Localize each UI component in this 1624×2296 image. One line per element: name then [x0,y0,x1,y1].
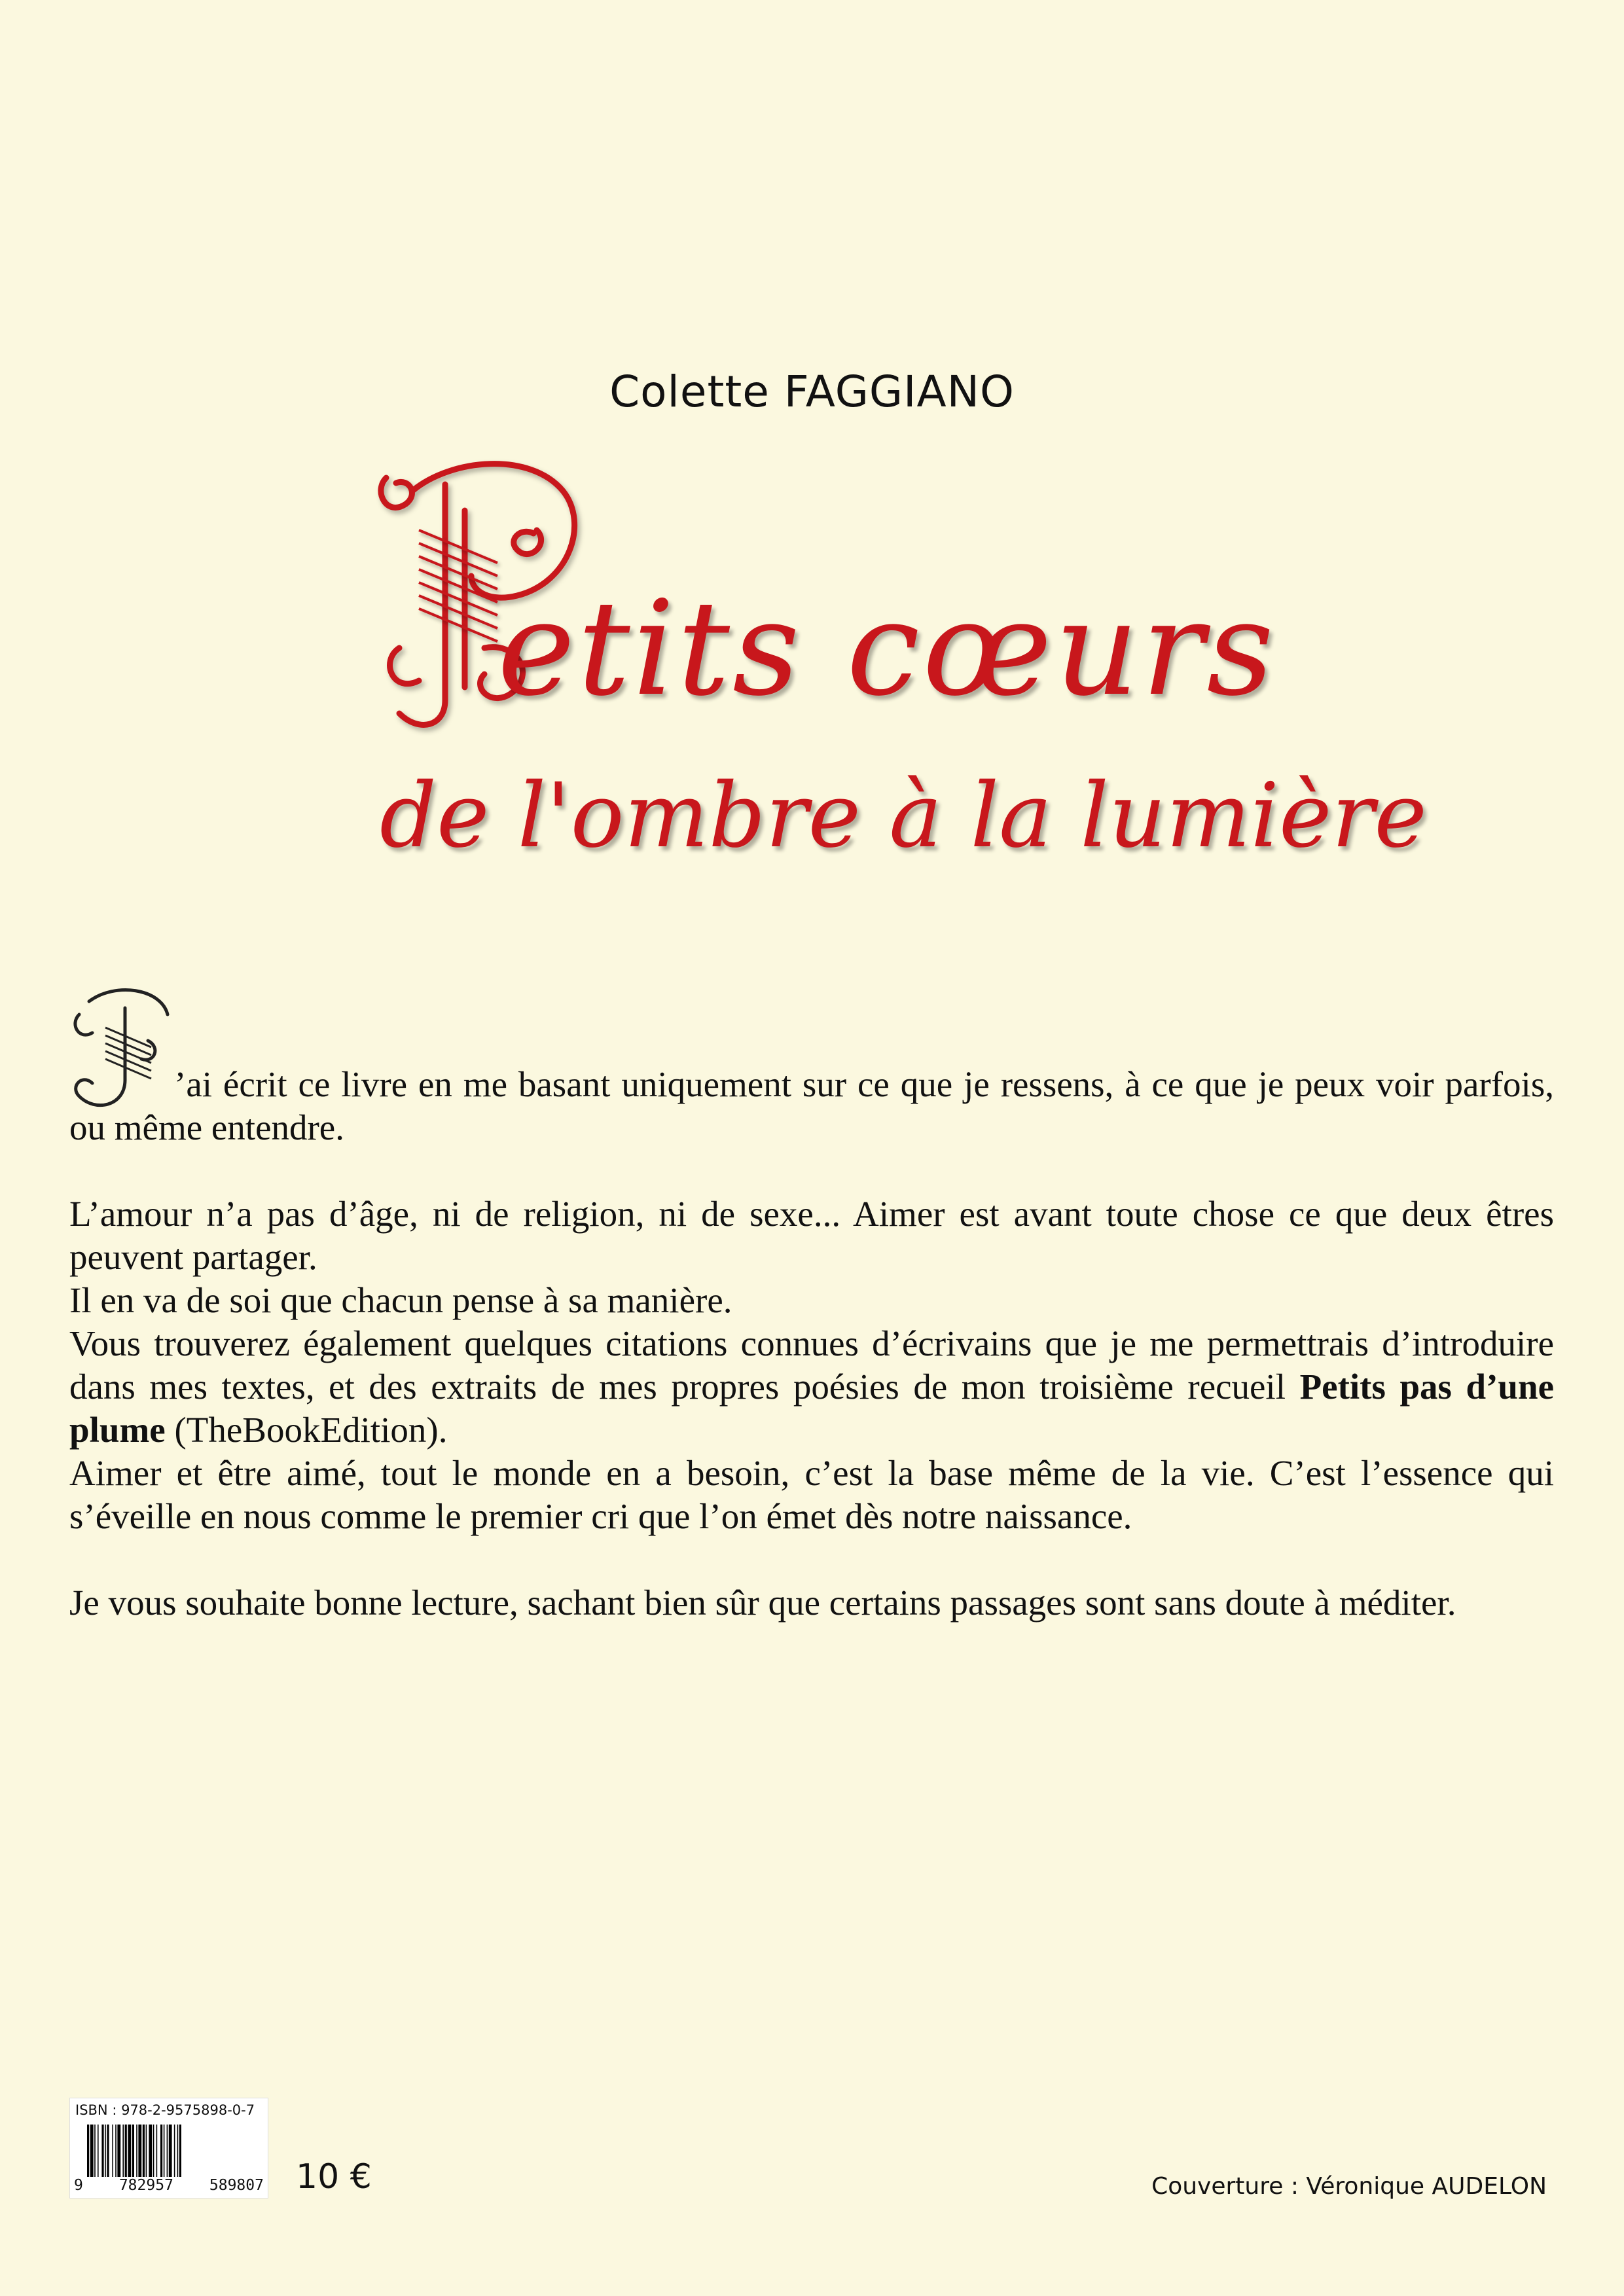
previous-book-title: Petits pas d’une plume [69,1367,1554,1450]
barcode-icon [87,2125,257,2177]
price: 10 € [296,2157,372,2197]
author-name: Colette FAGGIANO [609,367,1015,417]
barcode-digit-group1: 782957 [118,2177,173,2194]
citations-text: Vous trouverez également quelques citations connues d’écrivains que je me permettrais d’introduire dans mes textes, et des extraits de mes propres poésies de mon troisième recueil [69,1323,1554,1407]
cover-credit: Couverture : Véronique AUDELON [1151,2173,1547,2200]
book-title [367,452,1427,897]
paragraph-manner: Il en va de soi que chacun pense à sa manière. [69,1280,732,1320]
paragraph-essence: Aimer et être aimé, tout le monde en a besoin, c’est la base même de la vie. C’est l’essence qui s’éveille en nous comme le premier cri que l’on émet dès notre naissance. [69,1453,1554,1536]
paragraph-love: L’amour n’a pas d’âge, ni de religion, ni de sexe... Aimer est avant toute chose ce que deux êtres peuvent partager. [69,1194,1554,1277]
ornamental-initial-j-icon [69,982,174,1119]
publisher-text: (TheBookEdition). [165,1410,448,1450]
barcode-digit-first: 9 [74,2177,83,2194]
isbn-barcode [69,2098,268,2198]
paragraph-citations [69,1322,1554,1452]
paragraph-closing: Je vous souhaite bonne lecture, sachant bien sûr que certains passages sont sans doute à méditer. [69,1583,1456,1623]
barcode-digit-group2: 589807 [209,2177,264,2194]
barcode-digits [74,2177,264,2194]
isbn-number: ISBN : 978-2-9575898-0-7 [75,2102,255,2118]
title-subtitle: de l'ombre à la lumière [380,764,1427,868]
back-cover-text [69,982,1554,1624]
paragraph-intro: ’ai écrit ce livre en me basant uniquement sur ce que je ressens, à ce que je peux voir parfois, ou même entendre. [69,1064,1554,1147]
title-main: etits cœurs [497,573,1277,725]
